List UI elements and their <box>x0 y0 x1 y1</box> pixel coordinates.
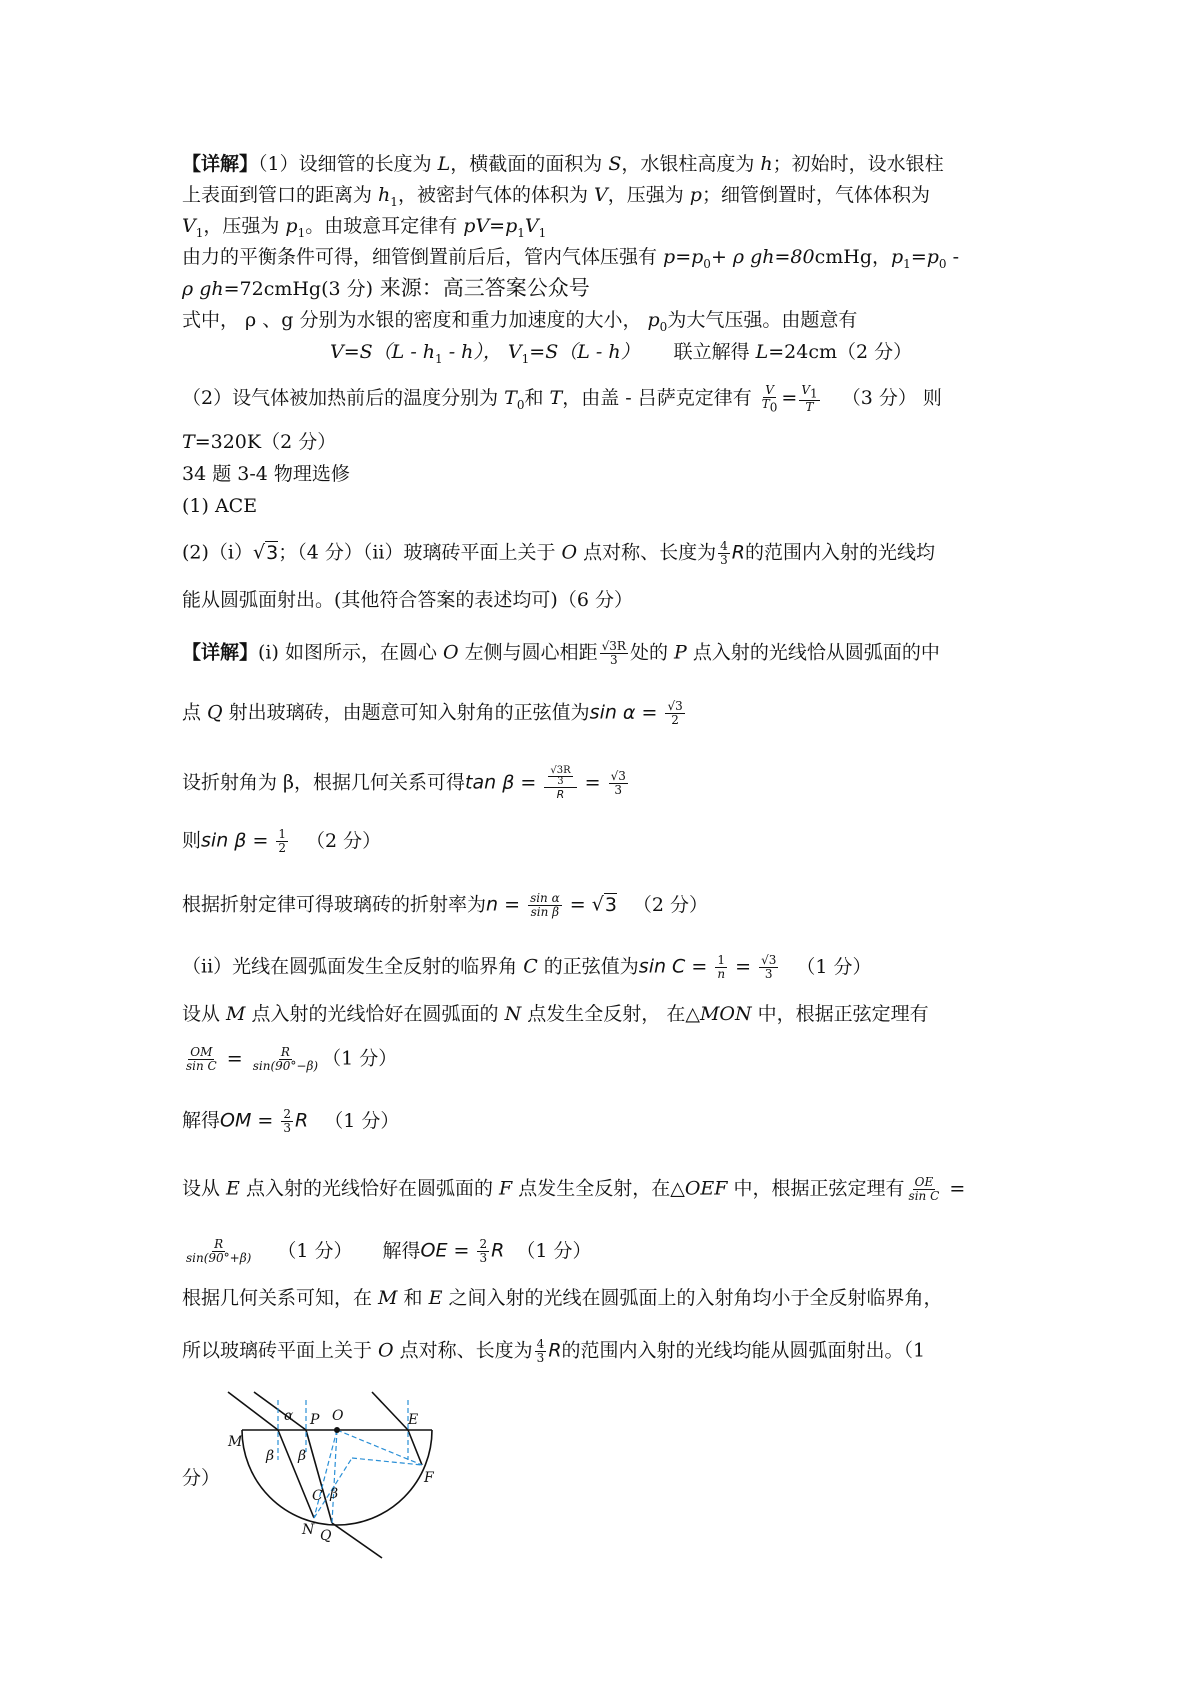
diagram-label-alpha: α <box>284 1408 294 1424</box>
diagram-label-beta2: β <box>298 1448 307 1464</box>
p33-line-5: ρ gh=72cmHg(3 分) 来源：高三答案公众号 <box>182 276 590 300</box>
diagram-ray-p-in <box>254 1392 306 1430</box>
diagram-label-n: N <box>302 1522 315 1538</box>
diagram-label-q: Q <box>320 1528 332 1544</box>
p33-line-2: 上表面到管口的距离为 $h_1$，被密封气体的体积为 V，压强为 p；细管倒置时，气体体积为 <box>182 184 930 209</box>
p34-detail-9: 解得OM = $\frac{2}{3}$ R （1 分） <box>182 1107 400 1135</box>
p34-detail-10: 设从 E 点入射的光线恰好在圆弧面的 F 点发生全反射，在△OEF 中，根据正弦定理有 $\frac{OE}{\text{sin C}}$ = <box>182 1175 966 1203</box>
diagram-label-e: E <box>408 1412 419 1428</box>
diagram-label-o: O <box>332 1408 344 1424</box>
p34-detail-1: 【详解】(i) 如图所示，在圆心 O 左侧与圆心相距 $\frac{√3R}{3}$ 处的 P 点入射的光线恰从圆弧面的中 <box>182 639 940 667</box>
p34-answer-2-cont: 能从圆弧面射出。(其他符合答案的表述均可)（6 分） <box>182 589 633 611</box>
p33-line-1: 【详解】（1）设细管的长度为 L，横截面的面积为 S，水银柱高度为 h；初始时，设水银柱 <box>182 153 944 175</box>
diagram-ray-exit <box>332 1523 382 1558</box>
diagram-radius-oq <box>332 1430 337 1523</box>
source-note: 来源：高三答案公众号 <box>373 276 590 300</box>
gay-lussac-fraction-left: $\frac{V}{T_0}$ <box>761 383 778 415</box>
diagram-label-c: C <box>312 1488 323 1504</box>
p33-line-6: 式中， ρ 、g 分别为水银的密度和重力加速度的大小， $p_0$为大气压强。由题意有 <box>182 309 858 334</box>
diagram-label-m: M <box>228 1434 243 1450</box>
diagram-ray-e-in <box>372 1392 408 1430</box>
diagram-arc <box>242 1430 432 1525</box>
p34-detail-14: 分） <box>182 1467 221 1489</box>
p34-detail-7: 设从 M 点入射的光线恰好在圆弧面的 N 点发生全反射， 在△MON 中，根据正弦定理有 <box>182 1003 929 1025</box>
diagram-label-beta3: β <box>330 1486 339 1502</box>
diagram-ray-e-refract <box>408 1430 422 1465</box>
diagram-reflect-f <box>352 1458 422 1465</box>
p33-line-9: T=320K（2 分） <box>182 431 337 453</box>
p34-answer-2: (2)（i）√3；（4 分）（ii）玻璃砖平面上关于 O 点对称、长度为 $\frac{4}{3}$ R的范围内入射的光线均 <box>182 539 936 567</box>
diagram-ray-m-refract <box>278 1430 314 1518</box>
diagram-label-f: F <box>424 1470 434 1486</box>
p34-detail-2: 点 Q 射出玻璃砖，由题意可知入射角的正弦值为sin α = $\frac{√3}{2}$ <box>182 699 683 727</box>
diagram-label-p: P <box>310 1412 320 1428</box>
p34-answer-1: (1) ACE <box>182 495 258 517</box>
gay-lussac-fraction-right: $\frac{V_1}{T}$ <box>801 383 818 415</box>
p34-detail-3: 设折射角为 β，根据几何关系可得tan β = $\frac{\frac{√3R}{3}}{R}$ = $\frac{√3}{3}$ <box>182 765 626 801</box>
p33-line-4: 由力的平衡条件可得，细管倒置前后后，管内气体压强有 $p=p_0+ \rho$ gh=80cmHg，$p_1=p_0$ - <box>182 246 960 271</box>
p33-line-3: $V_1$，压强为 $p_1$。由玻意耳定律有 $pV=p_1V_1$ <box>182 215 547 240</box>
diagram-center-o <box>334 1427 340 1433</box>
p33-line-8: （2）设气体被加热前后的温度分别为 $T_0$和 T，由盖 - 吕萨克定律有 $\frac{V}{T_0}$ = $\frac{V_1}{T}$ （3 分） 则 <box>182 383 942 415</box>
p34-detail-5: 根据折射定律可得玻璃砖的折射率为n = $\frac{\text{sin α}}{\text{sin β}}$ = √3 （2 分） <box>182 891 709 919</box>
glass-brick-diagram <box>222 1390 452 1560</box>
p33-line-7: $V=S(L - h_1 - h)$， $V_1=S(L - h)$ 联立解得 L=24cm（2 分） <box>330 341 913 366</box>
p34-detail-11: $\frac{R}{\sin(90^\circ+\beta)}$ （1 分） 解得OE = $\frac{2}{3}$ R （1 分） <box>186 1237 592 1265</box>
p34-title: 34 题 3-4 物理选修 <box>182 463 350 485</box>
p34-detail-8: $\frac{OM}{\text{sin C}}$ = $\frac{R}{\sin(90^\circ-\beta)}$ （1 分） <box>186 1045 398 1073</box>
diagram-label-beta1: β <box>266 1448 275 1464</box>
p34-detail-13: 所以玻璃砖平面上关于 O 点对称、长度为 $\frac{4}{3}$ R的范围内入射的光线均能从圆弧面射出。（1 <box>182 1337 926 1365</box>
diagram-ray-m-in <box>228 1392 278 1430</box>
p34-detail-6: （ii）光线在圆弧面发生全反射的临界角 C 的正弦值为sin C = $\frac{1}{n}$ = $\frac{√3}{3}$ （1 分） <box>182 953 872 981</box>
p34-detail-4: 则sin β = $\frac{1}{2}$ （2 分） <box>182 827 382 855</box>
p34-detail-12: 根据几何关系可知，在 M 和 E 之间入射的光线在圆弧面上的入射角均小于全反射临界角， <box>182 1287 943 1309</box>
